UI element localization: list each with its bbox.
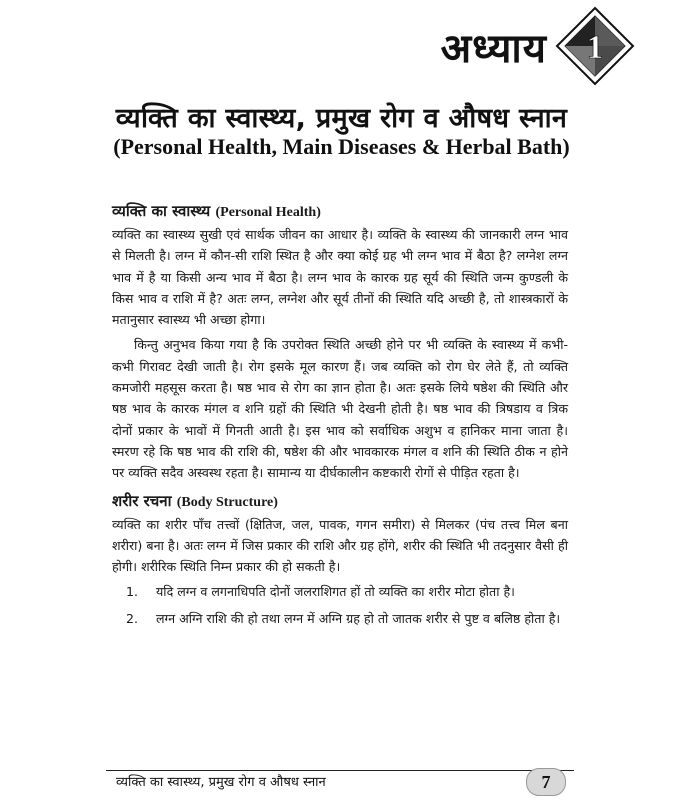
page-number: 7 (526, 768, 566, 796)
list-text: यदि लग्न व लगनाधिपति दोनों जलराशिगत हों तो व्यक्ति का शरीर मोटा होता है। (156, 584, 515, 600)
chapter-title-english: (Personal Health, Main Diseases & Herbal Bath) (113, 134, 570, 159)
list-item (112, 608, 568, 629)
section-heading-personal-health (112, 200, 568, 224)
chapter-number-badge (555, 6, 635, 86)
numbered-list (112, 581, 568, 629)
section-heading-body-structure (112, 490, 568, 514)
chapter-word: अध्याय (440, 25, 547, 72)
paragraph: व्यक्ति का स्वास्थ्य सुखी एवं सार्थक जीवन का आधार है। व्यक्ति के स्वास्थ्य की जानकारी लग्न भाव से मिलती है। लग्न में कौन-सी राशि स्थित है और क्या कोई ग्रह भी लग्न भाव में बैठा है? लग्नेश लग्न भाव में है या किसी अन्य भाव में बैठा है। लग्न भाव के कारक ग्रह सूर्य की स्थिति जन्म कुण्डली के किस भाव व राशि में है? अतः लग्न, लग्नेश और सूर्य तीनों की स्थिति यदि अच्छी है, तो शास्त्रकारों के मतानुसार स्वास्थ्य भी अच्छा होगा। (112, 227, 568, 328)
paragraph: किन्तु अनुभव किया गया है कि उपरोक्त स्थिति अच्छी होने पर भी व्यक्ति के स्वास्थ्य में कभी-कभी गिरावट देखी जाती है। रोग इसके मूल कारण हैं। जब व्यक्ति को रोग घेर लेते हैं, तो व्यक्ति कमजोरी महसूस करता है। षष्ठ भाव से रोग का ज्ञान होता है। अतः इसके लिये षष्ठेश की स्थिति और षष्ठ भाव के कारक मंगल व शनि ग्रहों की स्थिति भी देखनी होती है। षष्ठ भाव की त्रिषडाय व त्रिक दोनों प्रकार के भावों में गिनती आती है। इस भाव को सर्वाधिक अशुभ व हानिकर माना जाता है। स्मरण रहे कि षष्ठ भाव की राशि की, षष्ठेश की और भावकारक मंगल व शनि की स्थिति ठीक न होने पर व्यक्ति सदैव अस्वस्थ रहता है। सामान्य या दीर्घकालीन कष्टकारी रोगों से पीड़ित रहता है। (112, 337, 568, 481)
list-number: 1. (126, 584, 139, 600)
section-heading-hindi: शरीर रचना (112, 491, 172, 510)
section-heading-english: (Body Structure) (176, 494, 278, 510)
chapter-title-hindi: व्यक्ति का स्वास्थ्य, प्रमुख रोग व औषध स्नान (115, 103, 568, 134)
body-content (112, 200, 568, 634)
list-item (112, 581, 568, 602)
section-heading-hindi: व्यक्ति का स्वास्थ्य (112, 202, 211, 220)
section-heading-english: (Personal Health) (215, 205, 321, 220)
chapter-header (441, 6, 635, 86)
paragraph: व्यक्ति का शरीर पाँच तत्त्वों (क्षितिज, जल, पावक, गगन समीरा) से मिलकर (पंच तत्त्व मिल बना शरीरा) बना है। अतः लग्न में जिस प्रकार की राशि और ग्रह होंगे, शरीर की स्थिति भी तदनुसार वैसी ही होगी। शरीरिक स्थिति निम्न प्रकार की हो सकती है। (112, 516, 568, 575)
running-footer-title: व्यक्ति का स्वास्थ्य, प्रमुख रोग व औषध स्नान (116, 775, 326, 790)
chapter-number: 1 (586, 29, 604, 66)
list-number: 2. (126, 610, 139, 626)
list-text: लग्न अग्नि राशि की हो तथा लग्न में अग्नि ग्रह हो तो जातक शरीर से पुष्ट व बलिष्ठ होता है। (156, 610, 561, 626)
footer-rule (106, 770, 574, 771)
